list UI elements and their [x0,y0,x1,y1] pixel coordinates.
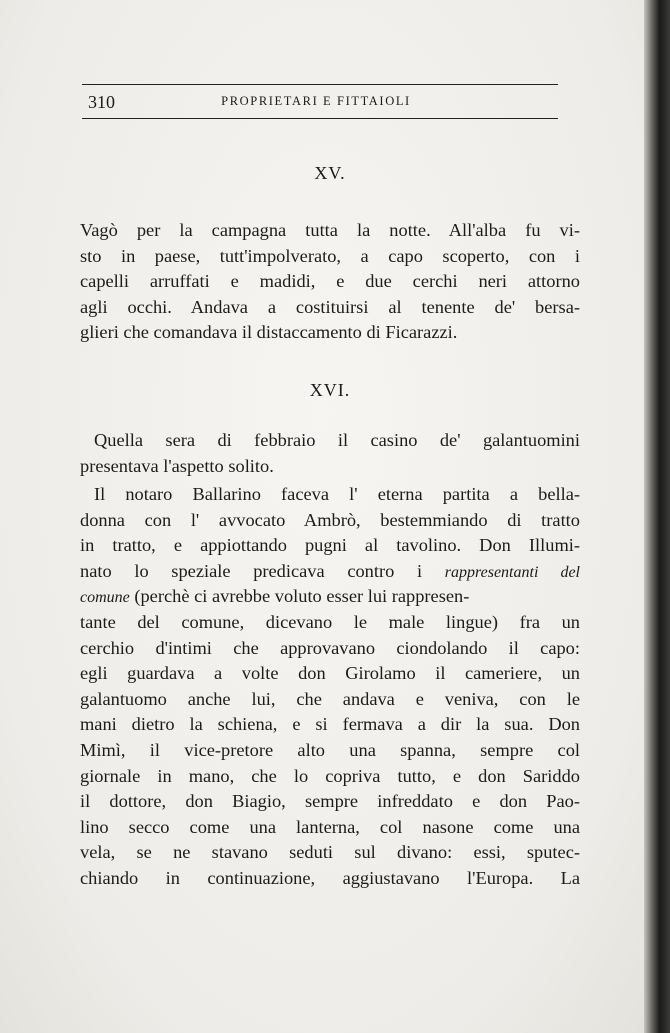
page-number: 310 [88,92,115,112]
text-line: il dottore, don Biagio, sempre infreddato e don Pao- [80,791,580,812]
running-title: PROPRIETARI E FITTAIOLI [221,94,411,108]
text-line: agli occhi. Andava a costituirsi al tenente de' bersa- [80,296,580,317]
header-bottom-rule [82,118,558,119]
text-line: Mimì, il vice-pretore alto una spanna, sempre col [80,739,580,760]
text-line: Quella sera di febbraio il casino de' galantuomini [94,430,580,450]
book-spine-shadow [644,0,670,1033]
page-header [88,92,558,116]
text-line: chiando in continuazione, aggiustavano l'Europa. La [80,867,580,888]
text-line: sto in paese, tutt'impolverato, a capo scoperto, con i [80,245,580,266]
text-line: Il notaro Ballarino faceva l' eterna partita a bella- [94,484,580,504]
section-heading-xvi: XVI. [309,380,351,400]
text-line: lino secco come una lanterna, col nasone come una [80,816,580,837]
section-xvi-paragraph-2 [80,482,580,892]
text-line: tante del comune, dicevano le male lingue) fra un [80,611,580,632]
text-line: Vagò per la campagna tutta la notte. All'alba fu vi- [80,220,580,240]
text-line: mani dietro la schiena, e si fermava a dir la sua. Don [80,714,580,735]
text-line: glieri che comandava il distaccamento di Ficarazzi. [80,322,458,343]
text-line: donna con l' avvocato Ambrò, bestemmiando di tratto [80,509,580,530]
text-line: egli guardava a volte don Girolamo il cameriere, un [80,663,580,684]
text-span: nato lo speziale predicava contro i [80,560,445,581]
text-line: capelli arruffati e madidi, e due cerchi neri attorno [80,271,580,292]
text-span: (perchè ci avrebbe voluto esser lui rappresen- [129,586,470,607]
text-line: vela, se ne stavano seduti sul divano: essi, sputec- [80,842,580,863]
text-line: galantuomo anche lui, che andava e veniva, con le [80,688,580,709]
text-line: giornale in mano, che lo copriva tutto, e don Sariddo [80,765,580,786]
section-heading-xv: XV. [314,163,346,183]
text-line: in tratto, e appiottando pugni al tavolino. Don Illumi- [80,535,580,556]
italic-phrase: rappresentanti del [444,563,581,581]
section-xvi-paragraph-1 [80,428,580,479]
text-line: presentava l'aspetto solito. [80,455,274,476]
section-xv-paragraph [80,218,580,346]
header-top-rule [82,84,558,85]
text-line-with-italic [80,584,580,610]
italic-word: comune [80,589,130,607]
text-line-with-italic [80,559,580,585]
text-line: cerchio d'intimi che approvavano ciondolando il capo: [80,637,580,658]
